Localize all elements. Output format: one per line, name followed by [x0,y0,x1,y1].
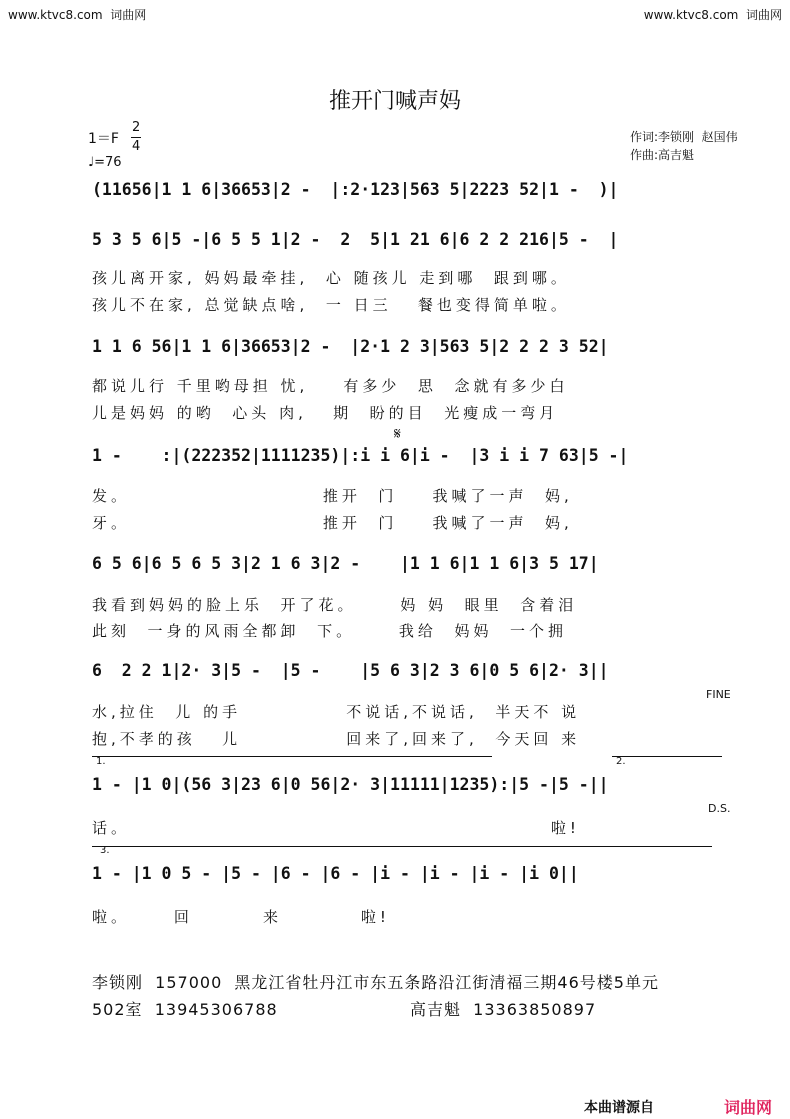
score-row-2-lyric-1: 孩儿离开家, 妈妈最牵挂, 心 随孩儿 走到哪 跟到哪。 [92,269,570,287]
watermark-left: www.ktvc8.com 词曲网 [8,8,147,22]
key-signature: 1＝F [88,131,119,147]
score-row-8-notes: 1 - |1 0 5 - |5 - |6 - |6 - |i - |i - |i - |i 0|| [92,864,579,883]
lyricist-credit: 作词:李锁刚 赵国伟 [630,130,738,144]
footer-line-1: 李锁刚 157000 黑龙江省牡丹江市东五条路沿江街清福三期46号楼5单元 [92,973,659,992]
time-signature-bottom: 4 [132,139,141,154]
time-signature-line [131,137,141,138]
score-row-2-notes: 5 3 5 6|5 -|6 5 5 1|2 - 2 5|1 21 6|6 2 2 216|5 - | [92,230,619,249]
fine-mark: FINE [706,688,731,701]
time-signature-top: 2 [132,120,141,135]
score-row-3-lyric-2: 儿是妈妈 的哟 心头 肉, 期 盼的目 光瘦成一弯月 [92,404,559,422]
score-row-3-lyric-1: 都说儿行 千里哟母担 忧, 有多少 思 念就有多少白 [92,377,569,395]
volta-2-label: 2. [616,756,626,767]
score-row-3-notes: 1 1 6 56|1 1 6|36653|2 - |2·1 2 3|563 5|2 2 2 3 52| [92,337,609,356]
score-row-4-lyric-1: 发。 推开 门 我喊了一声 妈, [92,487,573,505]
footer-line-2: 502室 13945306788 [92,1000,278,1019]
score-row-8-lyric-1: 啦。 回 来 啦! [92,908,390,926]
volta-1-label: 1. [96,756,106,767]
score-row-5-lyric-1: 我看到妈妈的脸上乐 开了花。 妈 妈 眼里 含着泪 [92,596,578,614]
song-title: 推开门喊声妈 [328,89,461,114]
volta-3-label: 3. [100,845,110,856]
score-row-4-notes: 1 - :|(222352|1111235)|:i i 6|i - |3 i i 7 63|5 -| [92,446,629,465]
source-label: 本曲谱源自 [584,1100,654,1116]
score-row-7-notes: 1 - |1 0|(56 3|23 6|0 56|2· 3|11111|1235):|5 -|5 -|| [92,775,609,794]
ds-mark: D.S. [708,802,731,815]
score-row-5-notes: 6 5 6|6 5 6 5 3|2 1 6 3|2 - |1 1 6|1 1 6|3 5 17| [92,554,599,573]
score-row-5-lyric-2: 此刻 一身的风雨全都卸 下。 我给 妈妈 一个拥 [92,622,567,640]
score-row-6-lyric-1: 水,拉住 儿 的手 不说话,不说话, 半天不 说 [92,703,581,721]
score-row-6-notes: 6 2 2 1|2· 3|5 - |5 - |5 6 3|2 3 6|0 5 6|2· 3|| [92,661,609,680]
volta-3-line [92,846,712,847]
score-row-4-lyric-2: 牙。 推开 门 我喊了一声 妈, [92,514,573,532]
source-brand-logo: 词曲网 [724,1098,773,1117]
composer-credit: 作曲:高吉魁 [630,148,695,162]
tempo-mark: ♩=76 [88,155,122,170]
segno-sign: 𝄋 [394,424,401,443]
score-row-1-notes: (11656|1 1 6|36653|2 - |:2·123|563 5|2223 52|1 - )| [92,180,619,199]
watermark-right: www.ktvc8.com 词曲网 [643,8,782,22]
score-row-2-lyric-2: 孩儿不在家, 总觉缺点啥, 一 日三 餐也变得简单啦。 [92,296,570,314]
score-row-6-lyric-2: 抱,不孝的孩 儿 回来了,回来了, 今天回 来 [92,730,581,748]
footer-line-2b: 高吉魁 13363850897 [410,1000,597,1019]
volta-2-line [612,756,722,757]
score-row-7-lyric-1: 话。 啦! [92,819,580,837]
volta-1-line [92,756,492,757]
